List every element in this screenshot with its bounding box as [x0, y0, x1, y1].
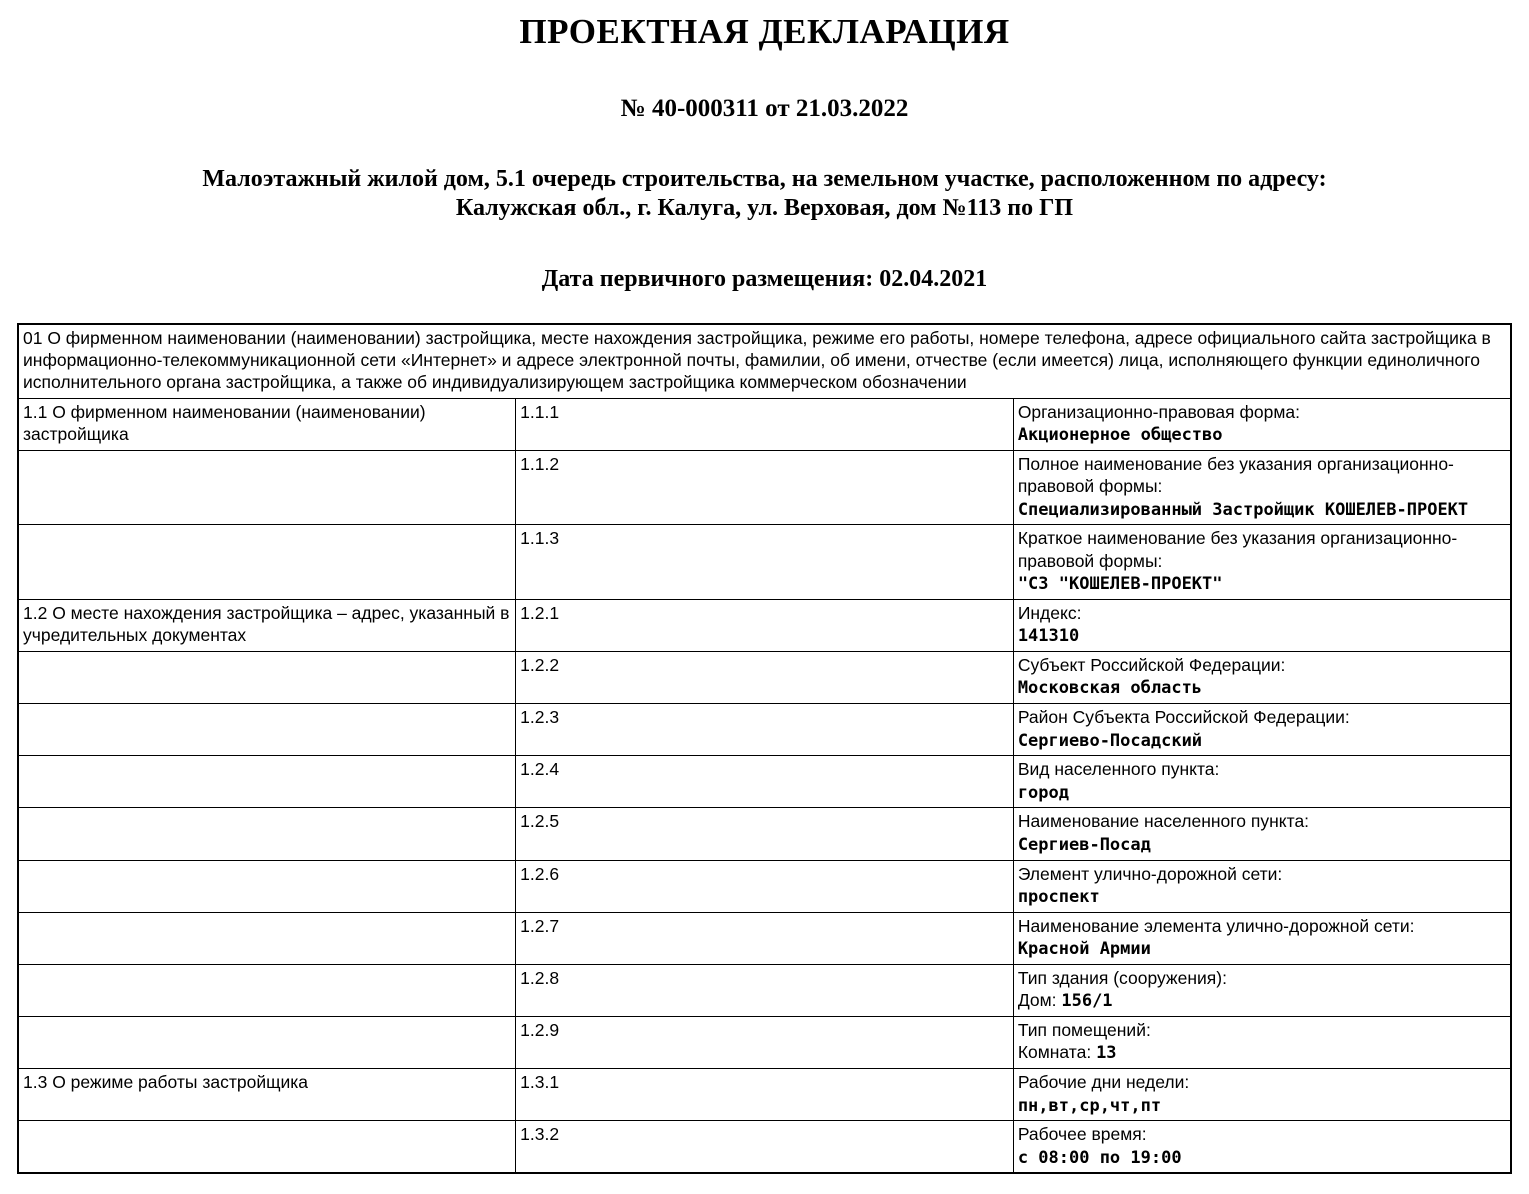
field-label: Рабочие дни недели:: [1017, 1072, 1190, 1093]
item-content-cell: [1013, 704, 1511, 756]
section-cell: [18, 1017, 516, 1069]
field-value: город: [1017, 782, 1069, 803]
item-content-cell: [1013, 599, 1511, 651]
table-row-1-1-1: [18, 398, 1511, 450]
object-description-line2: Калужская обл., г. Калуга, ул. Верховая, дом №113 по ГП: [455, 195, 1074, 222]
field-valueline: [1018, 423, 1505, 447]
declaration-table: [17, 323, 1512, 1175]
item-number-cell: 1.2.2: [516, 652, 1014, 704]
field-valueline: [1018, 1094, 1505, 1118]
item-content-cell: [1013, 398, 1511, 450]
field-value: Московская область: [1017, 678, 1203, 699]
value-prefix: Дом:: [1017, 990, 1062, 1011]
field-valueline: [1018, 833, 1505, 857]
field-label: Тип помещений:: [1017, 1020, 1151, 1041]
table-row-1-1-2: [18, 450, 1511, 525]
item-number-cell: 1.3.1: [516, 1069, 1014, 1121]
item-number-cell: 1.1.1: [516, 398, 1014, 450]
field-label: Тип здания (сооружения):: [1017, 967, 1227, 988]
field-valueline: [1018, 572, 1505, 596]
table-row-1-3-1: [18, 1069, 1511, 1121]
item-number-cell: 1.2.3: [516, 704, 1014, 756]
item-number-cell: 1.2.4: [516, 756, 1014, 808]
section-01-header-row: [18, 324, 1511, 399]
table-row-1-2-7: [18, 912, 1511, 964]
item-content-cell: [1013, 1121, 1511, 1174]
field-value: 13: [1096, 1043, 1117, 1064]
first-placement-date: Дата первичного размещения: 02.04.2021: [541, 265, 988, 292]
section-cell: [18, 1121, 516, 1174]
field-value: проспект: [1017, 887, 1100, 907]
field-valueline: [1018, 989, 1505, 1013]
section-cell: 1.3 О режиме работы застройщика: [18, 1069, 516, 1121]
field-value: пн,вт,ср,чт,пт: [1017, 1095, 1162, 1116]
field-valueline: [1018, 1041, 1505, 1065]
table-row-1-1-3: [18, 525, 1511, 600]
field-value: Сергиев-Посад: [1017, 834, 1151, 855]
field-label: Полное наименование без указания организационно-правовой формы:: [1017, 453, 1454, 497]
section-cell: 1.2 О месте нахождения застройщика – адрес, указанный в учредительных документах: [18, 599, 516, 651]
field-label: Субъект Российской Федерации:: [1017, 655, 1286, 676]
item-content-cell: [1013, 1017, 1511, 1069]
table-row-1-2-4: [18, 756, 1511, 808]
item-content-cell: [1013, 964, 1511, 1016]
table-row-1-2-5: [18, 808, 1511, 860]
item-number-cell: 1.2.1: [516, 599, 1014, 651]
document-header: [0, 0, 1529, 293]
item-number-cell: 1.2.5: [516, 808, 1014, 860]
table-row-1-2-9: [18, 1017, 1511, 1069]
field-valueline: [1018, 729, 1505, 753]
field-value: с 08:00 по 19:00: [1017, 1147, 1182, 1168]
section-cell: [18, 525, 516, 600]
item-number-cell: 1.1.3: [516, 525, 1014, 600]
field-label: Наименование населенного пункта:: [1017, 811, 1310, 832]
field-label: Вид населенного пункта:: [1017, 759, 1220, 780]
table-row-1-2-8: [18, 964, 1511, 1016]
section-cell: [18, 704, 516, 756]
field-valueline: [1018, 676, 1505, 700]
table-row-1-2-6: [18, 860, 1511, 912]
item-number-cell: 1.3.2: [516, 1121, 1014, 1174]
item-content-cell: [1013, 652, 1511, 704]
object-description-line1: Малоэтажный жилой дом, 5.1 очередь строительства, на земельном участке, расположенном по адресу:: [202, 166, 1327, 192]
item-content-cell: [1013, 1069, 1511, 1121]
field-value: Специализированный Застройщик КОШЕЛЕВ-ПРОЕКТ: [1017, 499, 1469, 520]
section-cell: [18, 808, 516, 860]
item-content-cell: [1013, 525, 1511, 600]
field-label: Краткое наименование без указания организационно-правовой формы:: [1017, 528, 1458, 571]
field-label: Элемент улично-дорожной сети:: [1017, 863, 1283, 884]
field-valueline: [1018, 624, 1505, 648]
item-number-cell: 1.2.6: [516, 860, 1014, 912]
section-cell: [18, 912, 516, 964]
table-row-1-3-2: [18, 1121, 1511, 1174]
table-row-1-2-3: [18, 704, 1511, 756]
field-value: "СЗ "КОШЕЛЕВ-ПРОЕКТ": [1017, 574, 1223, 595]
section-cell: [18, 652, 516, 704]
field-valueline: [1018, 1146, 1505, 1170]
section-cell: 1.1 О фирменном наименовании (наименовании) застройщика: [18, 398, 516, 450]
field-value: 156/1: [1061, 991, 1113, 1012]
document-title: ПРОЕКТНАЯ ДЕКЛАРАЦИЯ: [519, 12, 1010, 51]
item-number-cell: 1.2.9: [516, 1017, 1014, 1069]
field-label: Организационно-правовая форма:: [1017, 401, 1300, 422]
section-cell: [18, 450, 516, 525]
table-row-1-2-1: [18, 599, 1511, 651]
field-value: Красной Армии: [1017, 939, 1151, 960]
field-label: Наименование элемента улично-дорожной сети:: [1017, 915, 1415, 936]
field-label: Индекс:: [1017, 602, 1082, 623]
section-cell: [18, 964, 516, 1016]
field-valueline: [1018, 781, 1505, 805]
item-number-cell: 1.2.7: [516, 912, 1014, 964]
field-label: Район Субъекта Российской Федерации:: [1017, 707, 1350, 728]
field-value: Акционерное общество: [1017, 425, 1223, 446]
section-01-header-text: 01 О фирменном наименовании (наименовании) застройщика, месте нахождения застройщика, режиме его работы, номере телефона, адресе официального сайта застройщика в информационно-телекоммуникационной сети «Интернет» и адресе электронной почты, фамилии, об имени, отчестве (если имеется) лица, исполняющего функции единоличного исполнительного органа застройщика, а также об индивидуализирующем застройщика коммерческом обозначении: [18, 324, 1511, 399]
item-content-cell: [1013, 860, 1511, 912]
field-value: Сергиево-Посадский: [1017, 730, 1203, 751]
object-description: [0, 165, 1529, 224]
item-content-cell: [1013, 912, 1511, 964]
section-cell: [18, 860, 516, 912]
field-label: Рабочее время:: [1017, 1124, 1147, 1145]
item-content-cell: [1013, 808, 1511, 860]
declaration-number: № 40-000311 от 21.03.2022: [620, 95, 909, 122]
table-row-1-2-2: [18, 652, 1511, 704]
section-cell: [18, 756, 516, 808]
value-prefix: Комната:: [1017, 1042, 1097, 1063]
item-number-cell: 1.1.2: [516, 450, 1014, 525]
item-number-cell: 1.2.8: [516, 964, 1014, 1016]
field-valueline: [1018, 498, 1505, 522]
item-content-cell: [1013, 450, 1511, 525]
item-content-cell: [1013, 756, 1511, 808]
field-valueline: [1018, 937, 1505, 961]
field-value: 141310: [1017, 626, 1080, 647]
field-valueline: [1018, 885, 1505, 909]
